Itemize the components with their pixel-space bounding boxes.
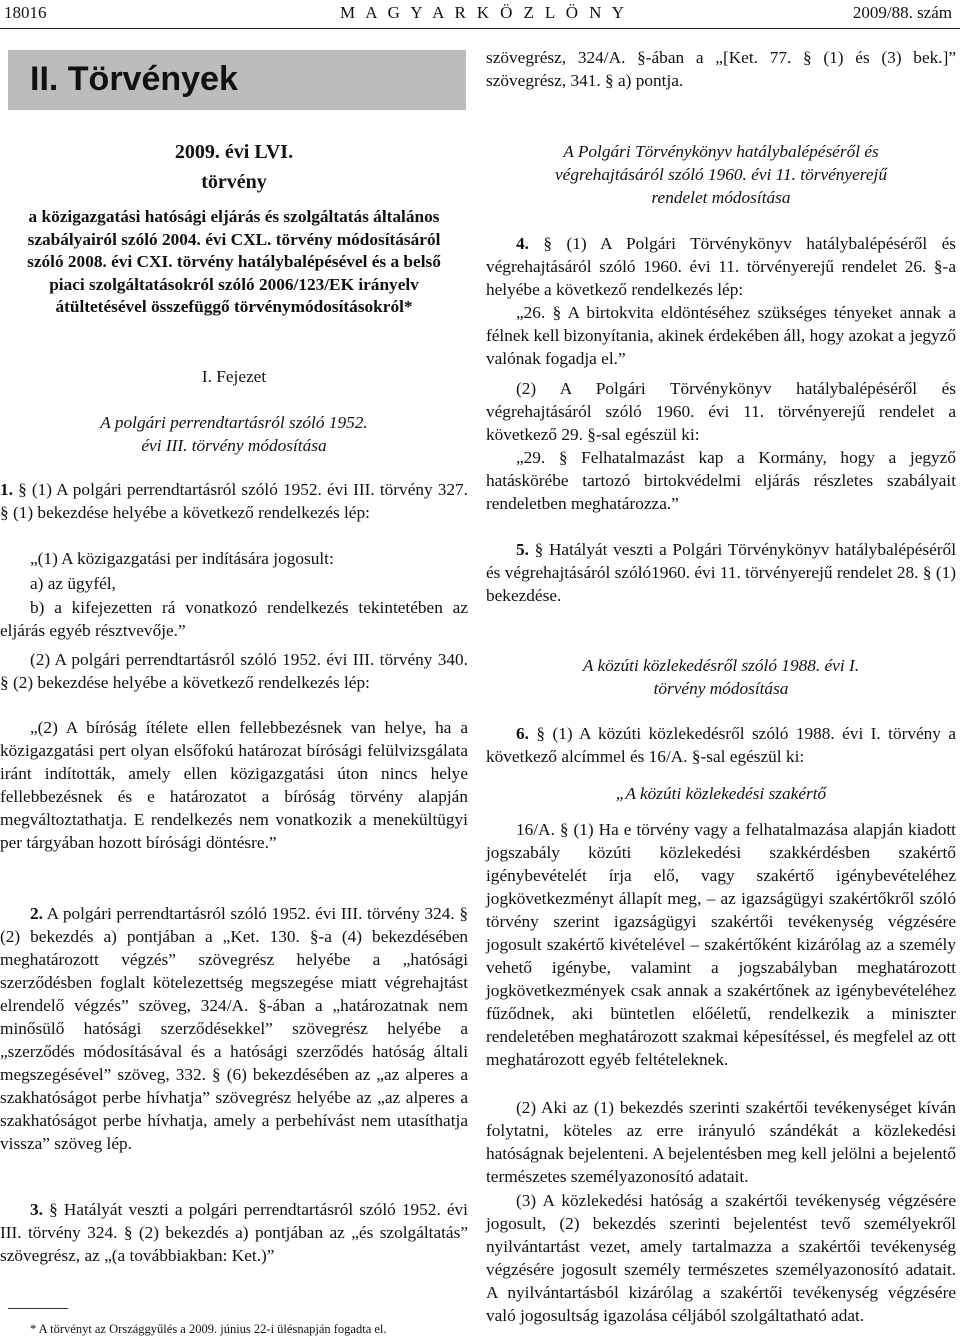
paragraph-2-number: 2. bbox=[30, 904, 43, 923]
paragraph-2 bbox=[0, 902, 468, 1155]
paragraph-6-section-3: (3) A közlekedési hatóság a szakértői tevékenység végzésére jogosult, (2) bekezdés szerinti bejelentést tevő személyekről nyilvántartást vezet, amely tartalmazza a szakértői tevékenység végzésére jogosult személy természetes személyazonosító adatait. A nyilvántartásból kizárólag a szakértői tevékenység végzésére való jogosultság igazolása céljából szolgáltatható adat. bbox=[486, 1191, 956, 1325]
section-heading-band bbox=[8, 50, 466, 110]
paragraph-6-text: § (1) A közúti közlekedésről szóló 1988. évi I. törvény a következő alcímmel és 16/A. §-sal egészül ki: bbox=[486, 724, 957, 766]
paragraph-4-number: 4. bbox=[516, 234, 529, 253]
continuation-text: szövegrész, 324/A. §-ában a „[Ket. 77. § (1) és (3) bek.]” szövegrész, 341. § a) pontja. bbox=[486, 48, 956, 90]
law-word: törvény bbox=[201, 171, 267, 193]
paragraph-5-text: § Hatályát veszti a Polgári Törvénykönyv hatálybalépéséről és végrehajtásáról szóló1960. évi 11. törvényerejű rendelet 28. § (1) bekezdése. bbox=[486, 540, 957, 605]
paragraph-4-text: § (1) A Polgári Törvénykönyv hatálybalépéséről és végrehajtásáról szóló 1960. évi 11. törvényerejű rendelet 26. §-a helyébe a következő rendelkezés lép: bbox=[486, 234, 956, 299]
paragraph-3-text: § Hatályát veszti a polgári perrendtartásról szóló 1952. évi III. törvény 324. § (2) bekezdés a) pontjában az „és szolgáltatás” szövegrész, az „(a továbbiakban: Ket.)” bbox=[0, 1200, 468, 1265]
paragraph-6-subtitle: „A közúti közlekedési szakértő bbox=[615, 784, 827, 803]
issue-number: 2009/88. szám bbox=[852, 3, 952, 22]
footnote-rule bbox=[8, 1308, 68, 1309]
subheading-ptk: A Polgári Törvénykönyv hatálybalépéséről és végrehajtásáról szóló 1960. évi 11. törvényerejű rendelet módosítása bbox=[555, 142, 887, 207]
paragraph-1-subsection-2: (2) A polgári perrendtartásról szóló 1952. évi III. törvény 340. § (2) bekezdése helyébe a következő rendelkezés lép: bbox=[0, 650, 468, 692]
paragraph-5 bbox=[486, 538, 956, 607]
chapter-subtitle: A polgári perrendtartásról szóló 1952. évi III. törvény módosítása bbox=[100, 413, 368, 455]
paragraph-3-number: 3. bbox=[30, 1200, 43, 1219]
header-rule bbox=[0, 28, 960, 29]
paragraph-1-point-a: a) az ügyfél, bbox=[30, 574, 116, 593]
paragraph-1-quote: „(1) A közigazgatási per indítására jogosult: bbox=[30, 549, 334, 568]
journal-title: M A G Y A R K Ö Z L Ö N Y bbox=[340, 3, 628, 22]
paragraph-6-number: 6. bbox=[516, 724, 529, 743]
paragraph-4-quote: „26. § A birtokvita eldöntéséhez szükséges tényeket annak a félnek kell bizonyítania, akinek érdekében áll, hogy azokat a jegyző valónak fogadja el.” bbox=[486, 303, 956, 368]
paragraph-2-text: A polgári perrendtartásról szóló 1952. évi III. törvény 324. § (2) bekezdés a) pontjában a „Ket. 130. §-a (4) bekezdésében meghatározott végzés” szövegrész helyébe a „hatósági szerződésben foglalt kötelezettség megszegése miatt végrehajtást elrendelő végzés” szöveg, 324/A. §-ában a „határozatnak nem minősülő hatósági szerződésekkel” szövegrész helyébe a „szerződés módosításával és a hatósági szerződés hatóság általi megszegésével” szöveg, 332. § (6) bekezdésében az „az alperes a szakhatóságot perbe hívhatja” szövegrész helyébe az „az alperes a szakhatóságot perbe hívhatja, amely a perbehívást nem utasíthatja vissza” szöveg lép. bbox=[0, 904, 468, 1153]
paragraph-3 bbox=[0, 1198, 468, 1267]
law-number: 2009. évi LVI. bbox=[174, 141, 294, 163]
paragraph-1-point-b: b) a kifejezetten rá vonatkozó rendelkezés tekintetében az eljárás egyéb résztvevője.” bbox=[0, 598, 468, 640]
paragraph-6 bbox=[486, 722, 956, 768]
section-heading: II. Törvények bbox=[30, 60, 238, 98]
paragraph-1-text: § (1) A polgári perrendtartásról szóló 1952. évi III. törvény 327. § (1) bekezdése helyébe a következő rendelkezés lép: bbox=[0, 480, 469, 522]
page-number: 18016 bbox=[4, 3, 47, 22]
paragraph-1-number: 1. bbox=[0, 480, 13, 499]
paragraph-4 bbox=[486, 232, 956, 301]
paragraph-5-number: 5. bbox=[516, 540, 529, 559]
paragraph-6-section-2: (2) Aki az (1) bekezdés szerinti szakértői tevékenységet kíván folytatni, köteles az erre irányuló szándékát a közlekedési hatóságnak bejelenteni. A bejelentésben meg kell jelölni a bejelentő természetes személyazonosító adatait. bbox=[486, 1098, 956, 1186]
law-title: a közigazgatási hatósági eljárás és szolgáltatás általános szabályairól szóló 2004. évi CXL. törvény módosításáról szóló 2008. évi CXI. törvény hatálybalépésével és a belső piaci szolgáltatásokról szóló 2006/123/EK irányelv átültetésével összefüggő törvénymódosításokról* bbox=[27, 207, 441, 316]
subheading-kozlekedes: A közúti közlekedésről szóló 1988. évi I. törvény módosítása bbox=[582, 656, 860, 698]
footnote: * A törvényt az Országgyűlés a 2009. június 22-i ülésnapján fogadta el. bbox=[30, 1322, 387, 1336]
chapter-heading: I. Fejezet bbox=[201, 367, 267, 386]
page-header bbox=[0, 0, 960, 30]
paragraph-4-subsection-2-quote: „29. § Felhatalmazást kap a Kormány, hogy a jegyző hatáskörébe tartozó birtokvédelmi eljárás részletes szabályait rendeletben meghatározza.” bbox=[486, 448, 956, 513]
paragraph-1 bbox=[0, 478, 468, 524]
paragraph-4-subsection-2: (2) A Polgári Törvénykönyv hatálybalépéséről és végrehajtásáról szóló 1960. évi 11. törvényerejű rendelet a következő 29. §-sal egészül ki: bbox=[486, 379, 956, 444]
paragraph-1-subsection-2-quote: „(2) A bíróság ítélete ellen fellebbezésnek van helye, ha a közigazgatási pert olyan elsőfokú határozat bírósági felülvizsgálata iránt indították, amely ellen közigazgatási úton nincs helye fellebbezésnek és e határozatot a bíróság törvény alapján megváltoztathatja. E rendelkezés nem vonatkozik a menekültügyi per tárgyában hozott bírósági döntésre.” bbox=[0, 718, 468, 852]
paragraph-6-section-1: 16/A. § (1) Ha e törvény vagy a felhatalmazása alapján kiadott jogszabály közúti közlekedési szakkérdésben szakértő igénybevételét írja elő, vagy szakértő igénybevételéhez jogkövetkezményt állapít meg, – az igazságügyi szakértőkről szóló törvény szerint igazságügyi szakértői tevékenység végzésére jogosult szakértő kivételével – szakértőként kizárólag az a személy vehető igénybe, valamint a jogszabályban meghatározott jogkövetkezmények csak annak a szakértőnek az igénybevételéhez fűződnek, aki büntetlen előéletű, rendelkezik a miniszter rendeletében meghatározott szakmai képesítéssel, és megfelel az ott meghatározott egyéb feltételeknek. bbox=[486, 820, 956, 1069]
